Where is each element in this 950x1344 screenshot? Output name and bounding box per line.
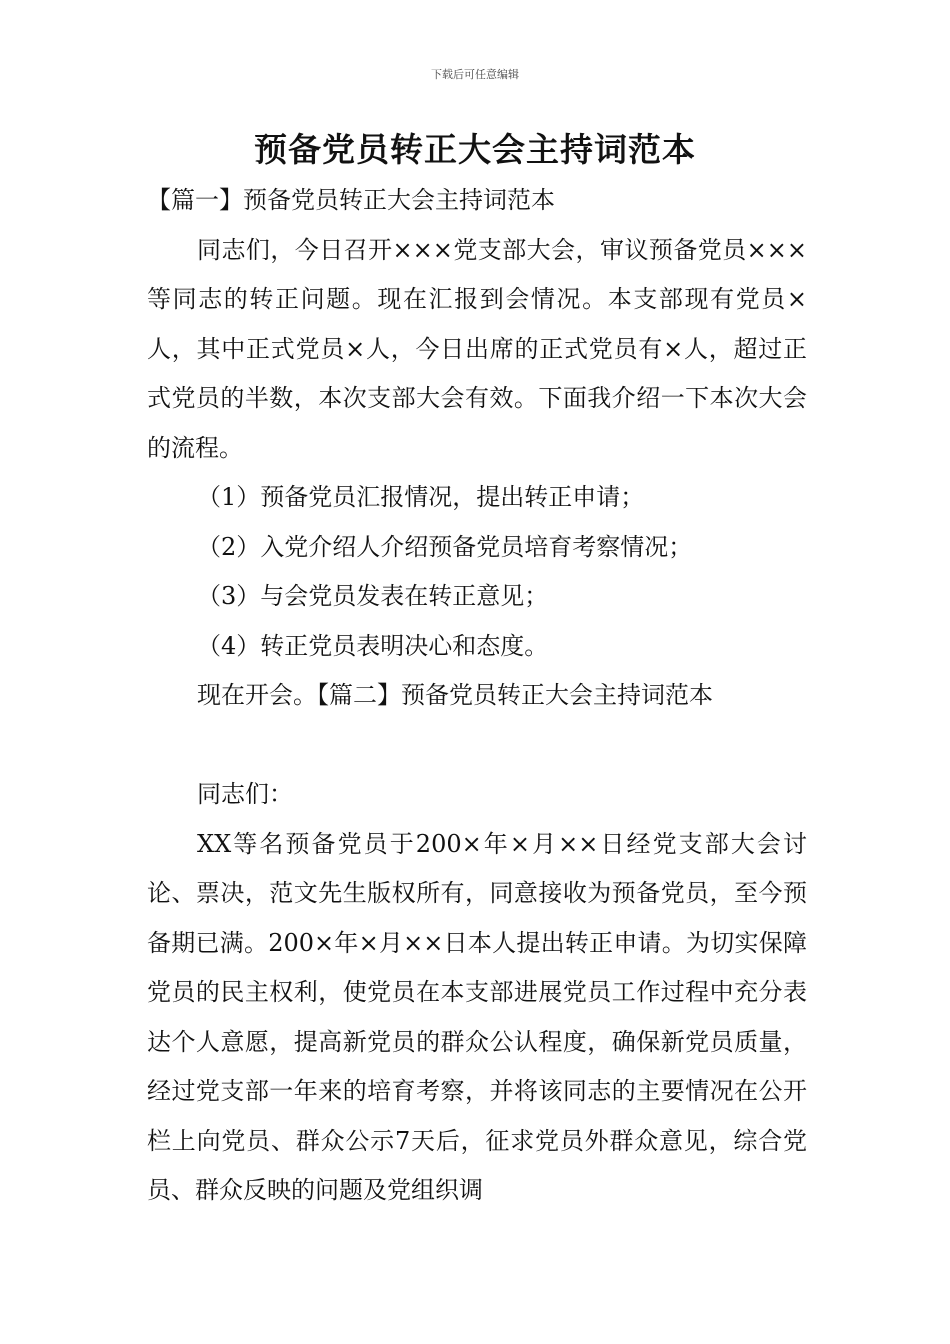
paragraph-opening: 同志们，今日召开×××党支部大会，审议预备党员×××等同志的转正问题。现在汇报到会情况。本支部现有党员×人，其中正式党员×人，今日出席的正式党员有×人，超过正式党员的半数，本次支部大会有效。下面我介绍一下本次大会的流程。 <box>147 235 807 462</box>
paragraph-section-2: XX等名预备党员于200×年×月××日经党支部大会讨论、票决，范文先生版权所有，同意接收为预备党员，至今预备期已满。200×年×月××日本人提出转正申请。为切实保障党员的民主权利，使党员在本支部进展党员工作过程中充分表达个人意愿，提高新党员的群众公认程度，确保新党员质量，经过党支部一年来的培育考察，并将该同志的主要情况在公开栏上向党员、群众公示7天后，征求党员外群众意见，综合党员、群众反映的问题及党组织调 <box>147 829 807 1204</box>
agenda-item-2: （2）入党介绍人介绍预备党员培育考察情况； <box>197 532 693 561</box>
document-title: 预备党员转正大会主持词范本 <box>254 130 696 169</box>
greeting: 同志们： <box>197 780 293 808</box>
agenda-item-1: （1）预备党员汇报情况，提出转正申请； <box>197 483 645 511</box>
paragraph-meeting-start: 现在开会。【篇二】预备党员转正大会主持词范本 <box>197 681 713 709</box>
header-note: 下载后可任意编辑 <box>431 68 519 81</box>
document-body <box>147 176 807 1216</box>
agenda-item-4: （4）转正党员表明决心和态度。 <box>197 631 549 660</box>
section-heading-1: 【篇一】预备党员转正大会主持词范本 <box>147 186 555 214</box>
blank-line <box>147 721 807 771</box>
agenda-item-3: （3）与会党员发表在转正意见； <box>197 582 549 610</box>
